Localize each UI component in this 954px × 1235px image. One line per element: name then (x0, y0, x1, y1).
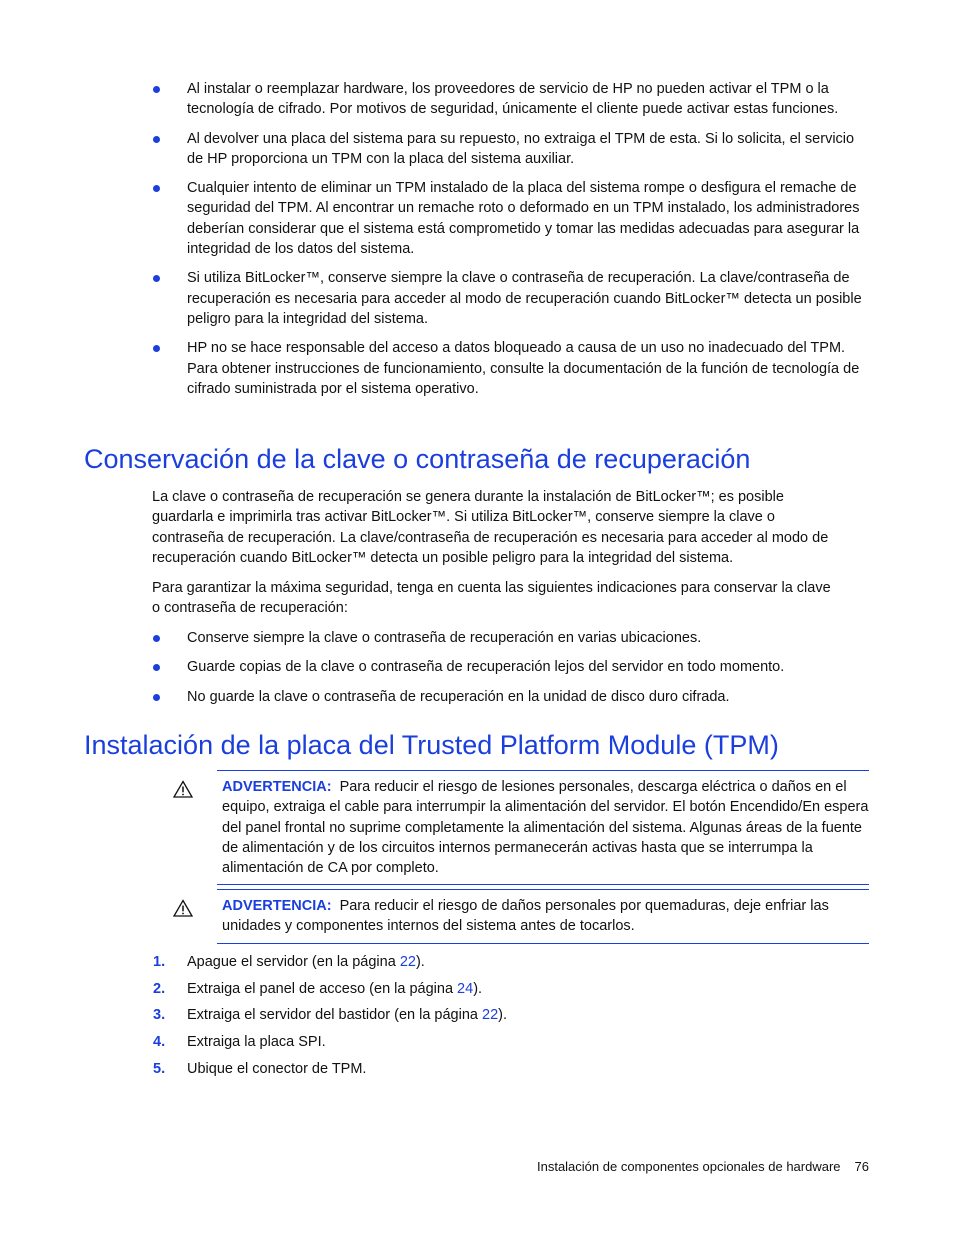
step-number: 5. (153, 1060, 166, 1077)
page-link[interactable]: 22 (399, 954, 416, 970)
step-number: 2. (153, 980, 166, 997)
list-item (0, 178, 954, 259)
section-heading-recovery-key: Conservación de la clave o contraseña de recuperación (84, 444, 751, 474)
warning-text: Para reducir el riesgo de lesiones personales, descarga eléctrica o daños en el equipo, extraiga el cable para interrumpir la alimentación del servidor. El botón Encendido/En espera del panel frontal no suprime completamente la alimentación del sistema. Algunas áreas de la fuente de alimentación y de los circuitos internos permanecerán activas hasta que se interrumpa la alimentación de CA por completo. (222, 779, 869, 877)
step-item (0, 1059, 954, 1086)
list-item (0, 628, 954, 648)
procedure-steps (0, 952, 954, 1085)
list-item-text: Conserve siempre la clave o contraseña de recuperación en varias ubicaciones. (187, 630, 702, 646)
section1-paragraph-1: La clave o contraseña de recuperación se genera durante la instalación de BitLocker™; es posible guardarla e imprimirla tras activar BitLocker™. Si utiliza BitLocker™, conserve siempre la clave o contraseña de recuperación. La clave/contraseña de recuperación es necesaria para acceder al modo de recuperación cuando BitLocker™ detecta un posible peligro para la integridad del sistema. (152, 489, 829, 566)
page-number: 76 (854, 1159, 869, 1174)
step-text: Extraiga la placa SPI. (187, 1034, 326, 1051)
bullet-icon (153, 86, 160, 93)
step-item (0, 1005, 954, 1032)
list-item-text: No guarde la clave o contraseña de recuperación en la unidad de disco duro cifrada. (187, 688, 730, 705)
step-number: 1. (153, 954, 166, 970)
warning-icon (173, 780, 193, 798)
list-item (0, 687, 954, 707)
bullet-icon (153, 275, 160, 282)
warning-label: ADVERTENCIA: (222, 779, 332, 795)
bullet-icon (153, 635, 160, 642)
bullet-icon (153, 345, 160, 352)
list-item (0, 338, 954, 399)
bullet-list-recovery (0, 628, 954, 707)
step-item (0, 1032, 954, 1059)
warning-box-burn (217, 889, 869, 944)
warning-text: Para reducir el riesgo de daños personales por quemaduras, deje enfriar las unidades y componentes internos del sistema antes de tocarlos. (222, 898, 829, 935)
list-item-text: Al instalar o reemplazar hardware, los proveedores de servicio de HP no pueden activar el TPM o la tecnología de cifrado. Por motivos de seguridad, únicamente el cliente puede activar estas funciones. (187, 81, 839, 118)
section1-paragraph-2: Para garantizar la máxima seguridad, tenga en cuenta las siguientes indicaciones para conservar la clave o contraseña de recuperación: (152, 580, 831, 617)
bullet-icon (153, 185, 160, 192)
section-heading-tpm-install: Instalación de la placa del Trusted Platform Module (TPM) (84, 730, 779, 760)
step-number: 3. (153, 1007, 166, 1024)
step-text-end: ). (473, 980, 483, 997)
warning-label: ADVERTENCIA: (222, 898, 332, 914)
warning-box-electrical (217, 770, 869, 885)
bullet-icon (153, 136, 160, 143)
list-item-text: Cualquier intento de eliminar un TPM instalado de la placa del sistema rompe o desfigura el remache de seguridad del TPM. Al encontrar un remache roto o deformado en un TPM instalado, los administradores deberían considerar que el sistema está comprometido y tomar las medidas adecuadas para asegurar la integridad de los datos del sistema. (187, 180, 860, 258)
list-item-text: Al devolver una placa del sistema para su repuesto, no extraiga el TPM de esta. Si lo solicita, el servicio de HP proporciona un TPM con la placa del sistema auxiliar. (187, 130, 855, 167)
bullet-list-top (0, 79, 954, 399)
warning-icon (173, 899, 193, 917)
list-item (0, 129, 954, 170)
step-text: Apague el servidor (en la página (187, 954, 400, 970)
bullet-icon (153, 664, 160, 671)
page-link[interactable]: 24 (457, 980, 474, 997)
list-item (0, 79, 954, 120)
list-item-text: Si utiliza BitLocker™, conserve siempre la clave o contraseña de recuperación. La clave/contraseña de recuperación es necesaria para acceder al modo de recuperación cuando BitLocker™ detecta un posible peligro para la integridad del sistema. (187, 270, 862, 327)
footer-chapter-title: Instalación de componentes opcionales de hardware (536, 1159, 841, 1174)
step-text: Extraiga el panel de acceso (en la página (187, 980, 458, 997)
step-item (0, 952, 954, 979)
list-item (0, 657, 954, 677)
bullet-icon (153, 694, 160, 701)
page-footer (537, 1158, 869, 1176)
step-text-end: ). (498, 1007, 507, 1024)
step-number: 4. (153, 1034, 166, 1051)
list-item-text: HP no se hace responsable del acceso a datos bloqueado a causa de un uso no inadecuado del TPM. Para obtener instrucciones de funcionamiento, consulte la documentación de la función de tecnología de cifrado suministrada por el sistema operativo. (187, 340, 860, 397)
list-item (0, 268, 954, 329)
page-link[interactable]: 22 (482, 1007, 499, 1024)
step-item (0, 979, 954, 1006)
step-text: Extraiga el servidor del bastidor (en la página (187, 1007, 482, 1024)
step-text-end: ). (415, 954, 425, 970)
step-text: Ubique el conector de TPM. (187, 1060, 367, 1077)
list-item-text: Guarde copias de la clave o contraseña de recuperación lejos del servidor en todo momento. (187, 659, 785, 676)
